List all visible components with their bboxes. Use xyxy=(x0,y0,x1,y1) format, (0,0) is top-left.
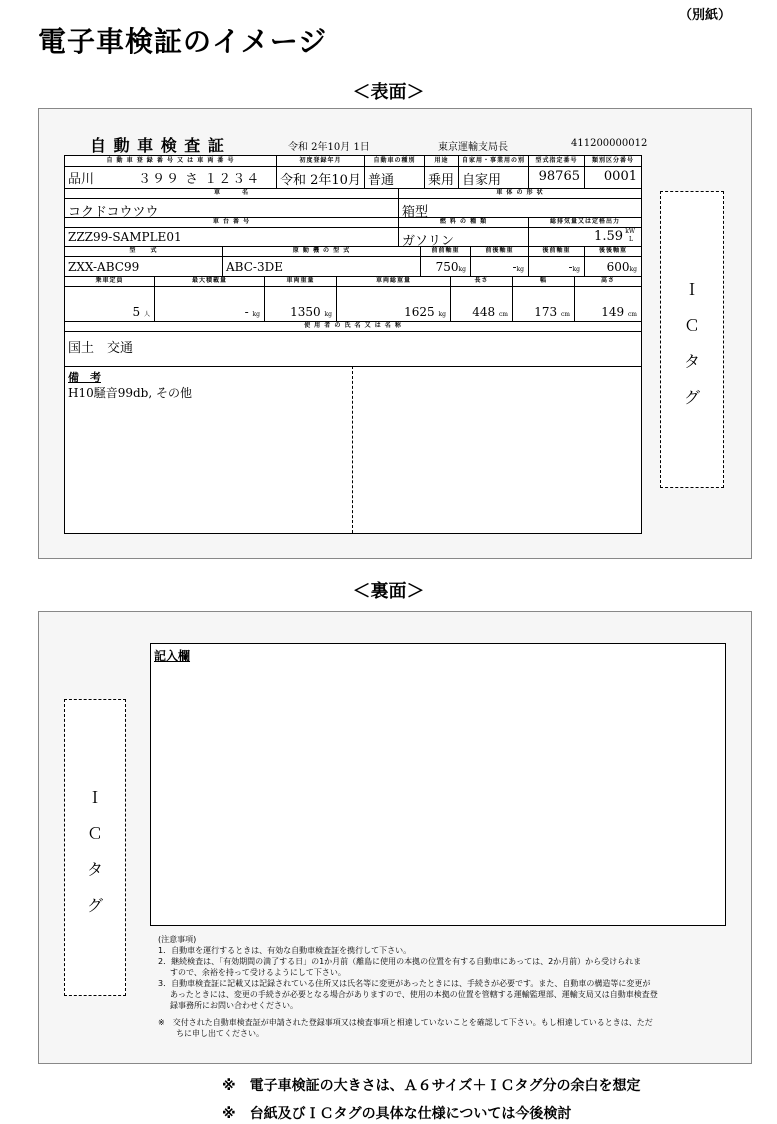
ic-tag-text-front: Ｉ Ｃ タ グ xyxy=(683,280,700,407)
vehicle-name: コクドコウツウ xyxy=(68,205,159,220)
width-cell xyxy=(513,276,575,321)
remarks-text: H10騒音99db, その他 xyxy=(68,386,192,400)
first-registration-header: 初度登録年月 xyxy=(277,156,364,167)
height: 149 cm xyxy=(601,305,637,319)
engine-header: 原 動 機 の 型 式 xyxy=(223,246,420,257)
notes xyxy=(158,934,728,1039)
remarks-title: 備 考 xyxy=(68,371,101,384)
remarks-area xyxy=(65,366,641,533)
model-cell xyxy=(65,246,223,276)
height-cell xyxy=(575,276,641,321)
chassis-cell xyxy=(65,217,399,246)
model: ZXX-ABC99 xyxy=(68,260,140,274)
width-header: 幅 xyxy=(513,276,574,287)
issuer: 東京運輸支局長 xyxy=(438,142,508,153)
gross-weight-header: 車両総重量 xyxy=(337,276,450,287)
first-registration-cell xyxy=(277,156,365,188)
vehicle-name-header: 車 名 xyxy=(65,188,398,199)
entry-box xyxy=(150,643,726,926)
page-title: 電子車検証のイメージ xyxy=(38,25,328,58)
rear-front-axle-cell xyxy=(529,246,585,276)
front-front-axle-header: 前前軸重 xyxy=(421,246,470,257)
length-header: 長さ xyxy=(451,276,512,287)
displacement-header: 総排気量又は定格出力 xyxy=(529,217,641,228)
certificate-title: 自 動 車 検 査 証 xyxy=(90,136,225,155)
front-front-axle: 750kg xyxy=(435,260,466,274)
max-load-cell xyxy=(155,276,265,321)
notes-title: (注意事項) xyxy=(158,935,197,944)
model-row xyxy=(65,246,641,277)
use-header: 用途 xyxy=(425,156,458,167)
registration-number: ３９９ さ １２３４ xyxy=(138,172,261,187)
gross-weight-cell xyxy=(337,276,451,321)
width: 173 cm xyxy=(534,305,570,319)
class-number-header: 類別区分番号 xyxy=(585,156,641,167)
vehicle-kind: 普通 xyxy=(368,173,395,188)
length: 448 cm xyxy=(472,305,508,319)
use: 乗用 xyxy=(428,173,455,188)
business-header: 自家用・事業用の別 xyxy=(459,156,528,167)
front-card xyxy=(64,155,642,534)
class-number-cell xyxy=(585,156,641,188)
name-row xyxy=(65,188,641,218)
front-rear-axle: -kg xyxy=(512,260,524,274)
note-2-cont: すので、余裕を持って受けるようにして下さい。 xyxy=(170,968,346,977)
note-3-cont2: 録事務所にお問い合わせください。 xyxy=(170,1001,298,1010)
ic-tag-text-back: Ｉ Ｃ タ グ xyxy=(86,788,103,915)
entry-title: 記入欄 xyxy=(154,649,191,663)
gross-weight: 1625 kg xyxy=(404,305,446,319)
footnote-cont: ちに申し出てください。 xyxy=(176,1029,264,1038)
user-header: 使 用 者 の 氏 名 又 は 名 称 xyxy=(65,321,641,332)
vehicle-weight-cell xyxy=(265,276,337,321)
length-cell xyxy=(451,276,513,321)
bottom-note-1: ※ 電子車検証の大きさは、Ａ６サイズ＋ＩＣタグ分の余白を想定 xyxy=(222,1078,641,1094)
body-shape: 箱型 xyxy=(402,205,429,220)
capacity-header: 乗車定員 xyxy=(65,276,154,287)
issue-date: 令和 2年10月 1日 xyxy=(288,142,370,153)
class-number: 0001 xyxy=(603,169,637,184)
note-3: 3．自動車検査証に記載又は記録されている住所又は氏名等に変更があったときには、手続きが必要です。また、自動車の構造等に変更が xyxy=(158,979,651,988)
engine-cell xyxy=(223,246,421,276)
bottom-note-2: ※ 台紙及びＩＣタグの具体な仕様については今後検討 xyxy=(222,1106,572,1122)
type-number-header: 型式指定番号 xyxy=(529,156,584,167)
rear-front-axle: -kg xyxy=(568,260,580,274)
registration-area: 品川 xyxy=(68,172,95,187)
vehicle-weight: 1350 kg xyxy=(290,305,332,319)
chassis-row xyxy=(65,217,641,247)
registration-cell xyxy=(65,156,277,188)
annex-label: （別紙） xyxy=(678,8,731,23)
fuel-type: ガソリン xyxy=(402,234,455,249)
body-shape-cell xyxy=(399,188,641,220)
type-number-cell xyxy=(529,156,585,188)
remarks-divider xyxy=(352,366,353,533)
model-header: 型 式 xyxy=(65,246,222,257)
chassis-number: ZZZ99-SAMPLE01 xyxy=(68,230,182,244)
front-rear-axle-header: 前後軸重 xyxy=(471,246,528,257)
note-1: 1．自動車を運行するときは、有効な自動車検査証を携行して下さい。 xyxy=(158,946,412,955)
displacement: 1.59 xyxy=(594,229,623,244)
user-name: 国土 交通 xyxy=(68,341,134,356)
rear-front-axle-header: 後前軸重 xyxy=(529,246,584,257)
displacement-cell xyxy=(529,217,641,246)
rear-rear-axle: 600kg xyxy=(606,260,637,274)
first-registration: 令和 2年10月 xyxy=(280,173,361,188)
certificate-number: 411200000012 xyxy=(571,138,648,149)
user-row xyxy=(65,321,641,367)
use-cell xyxy=(425,156,459,188)
front-rear-axle-cell xyxy=(471,246,529,276)
fuel-header: 燃 料 の 種 類 xyxy=(399,217,528,228)
height-header: 高さ xyxy=(575,276,641,287)
registration-row xyxy=(65,156,641,189)
vehicle-name-cell xyxy=(65,188,399,220)
dimensions-row xyxy=(65,276,641,322)
capacity-cell xyxy=(65,276,155,321)
vehicle-kind-cell xyxy=(365,156,425,188)
footnote: ※ 交付された自動車検査証が申請された登録事項又は検査事項と相違していないことを確認して下さい。もし相違しているときは、ただ xyxy=(158,1018,653,1027)
rear-rear-axle-header: 後後軸重 xyxy=(585,246,641,257)
front-label: ＜表面＞ xyxy=(352,82,425,103)
rear-rear-axle-cell xyxy=(585,246,641,276)
ic-tag-area-back xyxy=(64,699,126,996)
capacity: 5 人 xyxy=(132,305,150,319)
business-type: 自家用 xyxy=(462,173,502,188)
ic-tag-area-front xyxy=(660,191,724,488)
back-label: ＜裏面＞ xyxy=(352,581,425,602)
type-number: 98765 xyxy=(538,169,580,184)
chassis-header: 車 台 番 号 xyxy=(65,217,398,228)
front-front-axle-cell xyxy=(421,246,471,276)
registration-header: 自 動 車 登 録 番 号 又 は 車 両 番 号 xyxy=(65,156,276,167)
note-2: 2．継続検査は、「有効期間の満了する日」の1か月前（離島に使用の本拠の位置を有する自動車にあっては、2か月前）から受けられま xyxy=(158,957,642,966)
note-3-cont: あったときには、変更の手続きが必要となる場合がありますので、使用の本拠の位置を管轄する運輸監理部、運輸支局又は自動車検査登 xyxy=(170,990,658,999)
max-load-header: 最大積載量 xyxy=(155,276,264,287)
body-shape-header: 車 体 の 形 状 xyxy=(399,188,641,199)
fuel-cell xyxy=(399,217,529,249)
displacement-unit-l: L xyxy=(629,236,633,243)
vehicle-weight-header: 車両重量 xyxy=(265,276,336,287)
displacement-unit-kw: kW xyxy=(625,228,635,235)
max-load: - kg xyxy=(244,305,260,319)
business-cell xyxy=(459,156,529,188)
vehicle-kind-header: 自動車の種別 xyxy=(365,156,424,167)
engine-model: ABC-3DE xyxy=(226,260,283,274)
